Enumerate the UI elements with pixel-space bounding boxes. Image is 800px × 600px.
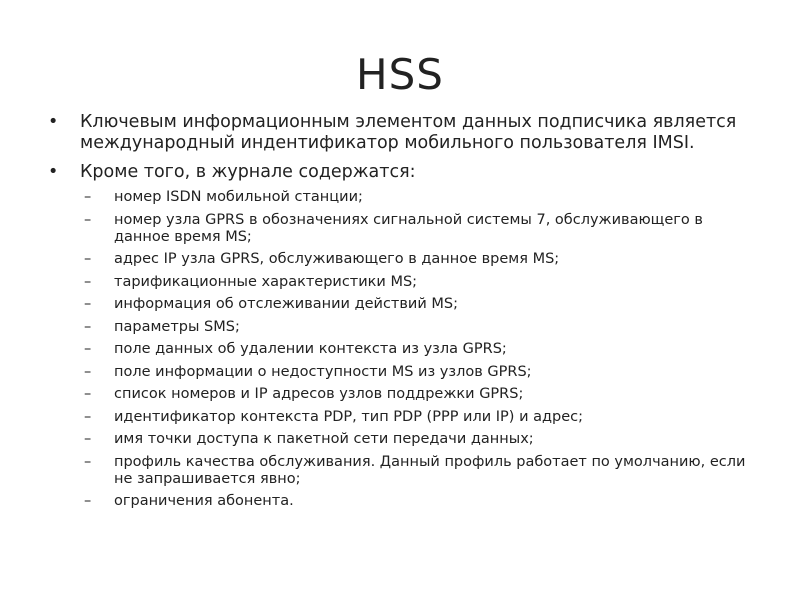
dash-marker: – bbox=[84, 296, 92, 312]
sub-item-text: поле данных об удалении контекста из узла GPRS; bbox=[114, 341, 507, 357]
bullet-text: Кроме того, в журнале содержатся: bbox=[80, 162, 416, 182]
bullet-marker: • bbox=[48, 112, 59, 132]
dash-marker: – bbox=[84, 493, 92, 509]
dash-marker: – bbox=[84, 251, 92, 267]
sub-item-text: адрес IP узла GPRS, обслуживающего в данное время MS; bbox=[114, 251, 560, 267]
sub-item-text: идентификатор контекста PDP, тип PDP (PPP или IP) и адрес; bbox=[114, 408, 583, 425]
dash-marker: – bbox=[84, 341, 92, 357]
bullet-list bbox=[40, 112, 760, 510]
sub-item bbox=[80, 296, 760, 313]
sub-item-text: тарификационные характеристики MS; bbox=[114, 273, 418, 290]
sub-item-text: поле информации о недоступности MS из узлов GPRS; bbox=[114, 363, 532, 380]
sub-item bbox=[80, 454, 760, 488]
dash-marker: – bbox=[84, 386, 92, 402]
bullet-marker: • bbox=[48, 162, 59, 182]
sub-item-text: номер ISDN мобильной станции; bbox=[114, 189, 363, 205]
bullet-text: Ключевым информационным элементом данных подписчика является международный индентификатор мобильного пользователя IMSI. bbox=[80, 112, 737, 153]
dash-marker: – bbox=[84, 189, 92, 205]
slide-content bbox=[40, 112, 760, 518]
sub-item-text: профиль качества обслуживания. Данный профиль работает по умолчанию, если не запрашивается явно; bbox=[114, 453, 746, 487]
dash-marker: – bbox=[84, 363, 92, 380]
dash-marker: – bbox=[84, 318, 92, 335]
sub-item bbox=[80, 409, 760, 426]
dash-marker: – bbox=[84, 408, 92, 425]
dash-marker: – bbox=[84, 273, 92, 290]
sub-item bbox=[80, 212, 760, 246]
sub-item bbox=[80, 364, 760, 381]
sub-item bbox=[80, 386, 760, 403]
dash-marker: – bbox=[84, 453, 92, 470]
slide-title: HSS bbox=[356, 50, 444, 99]
sub-item bbox=[80, 251, 760, 268]
sub-item bbox=[80, 274, 760, 291]
sub-item-text: номер узла GPRS в обозначениях сигнальной системы 7, обслуживающего в данное время MS; bbox=[114, 211, 703, 245]
dash-marker: – bbox=[84, 431, 92, 447]
sub-item bbox=[80, 431, 760, 448]
bullet-item-imsi bbox=[40, 112, 760, 154]
sub-item-text: информация об отслеживании действий MS; bbox=[114, 296, 458, 312]
bullet-item-journal bbox=[40, 162, 760, 510]
sub-item bbox=[80, 189, 760, 206]
sub-item-text: имя точки доступа к пакетной сети передачи данных; bbox=[114, 431, 534, 447]
sub-item-text: список номеров и IP адресов узлов поддрежки GPRS; bbox=[114, 386, 524, 402]
sub-bullet-list bbox=[80, 189, 760, 510]
sub-item bbox=[80, 493, 760, 510]
sub-item-text: параметры SMS; bbox=[114, 318, 240, 335]
sub-item-text: ограничения абонента. bbox=[114, 493, 294, 509]
dash-marker: – bbox=[84, 211, 92, 228]
sub-item bbox=[80, 341, 760, 358]
sub-item bbox=[80, 319, 760, 336]
